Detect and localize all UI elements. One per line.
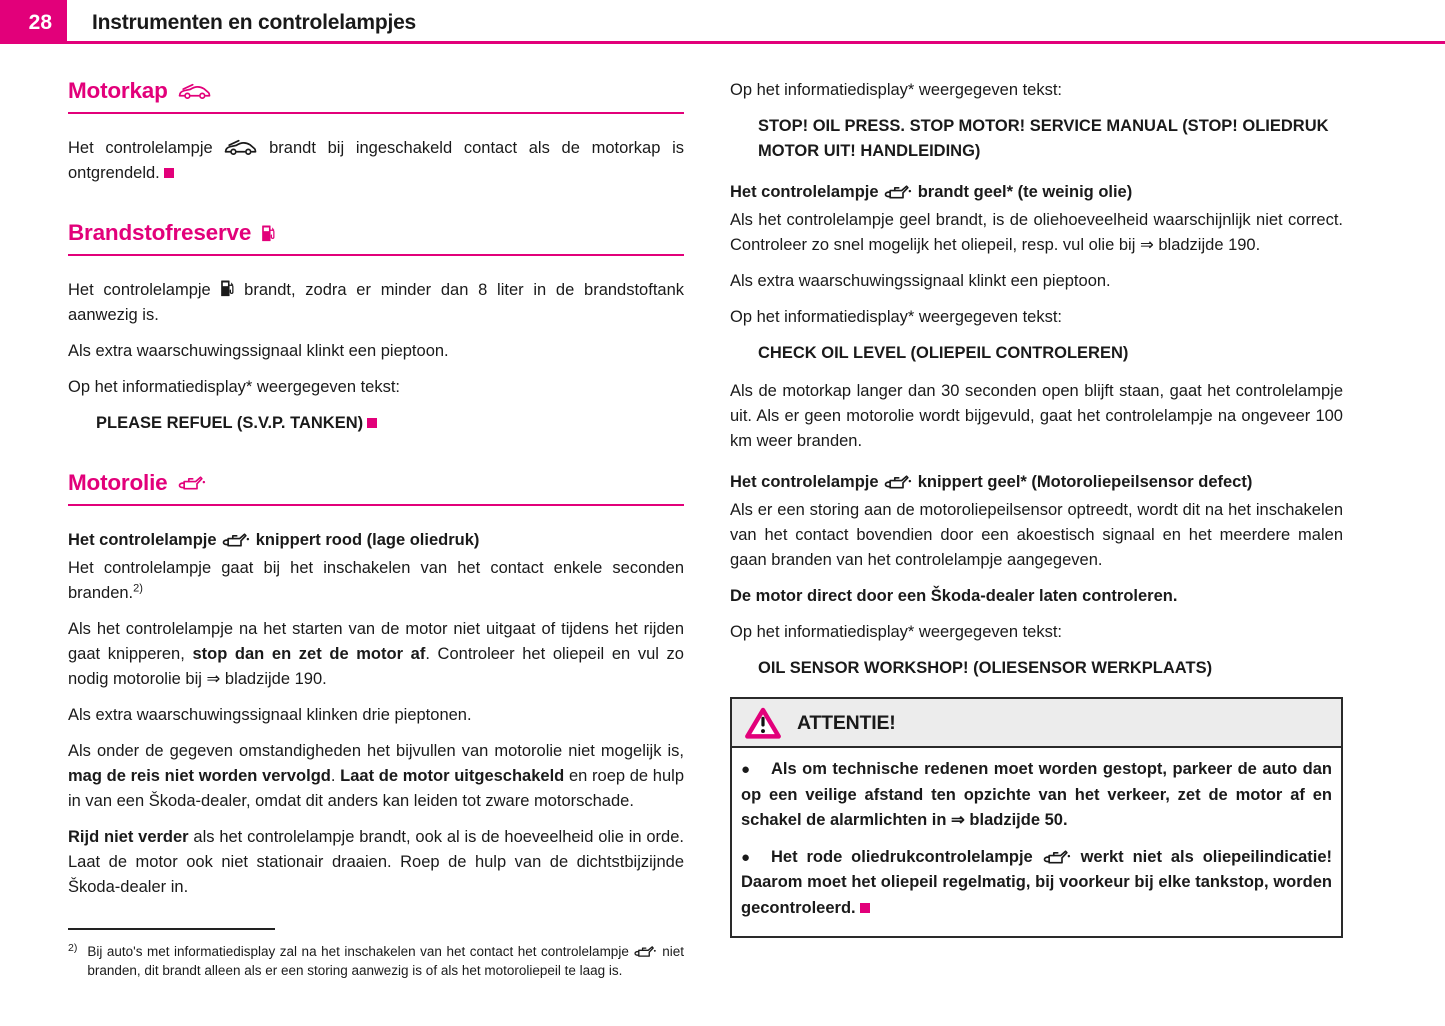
text-run: niet branden, dit brandt alleen als er een storing aanwezig is of als het motoroliepeil te laag is. [87,944,684,978]
text-run: Het controlelampje gaat bij het inschakelen van het contact enkele seconden branden. [68,559,684,602]
paragraph [730,269,1343,294]
oil-can-icon [883,474,913,490]
oil-can-icon [221,532,251,548]
text-run: brandt geel* (te weinig olie) [913,183,1133,201]
display-text [758,114,1343,164]
paragraph [730,620,1343,645]
text-run: Op het informatiedisplay* weergegeven tekst: [730,81,1063,99]
text-run: knippert geel* (Motoroliepeilsensor defect) [913,473,1253,491]
oil-can-icon [883,184,913,200]
text-run: Op het informatiedisplay* weergegeven tekst: [68,378,401,396]
text-run: Als het controlelampje na het starten van de motor niet uitgaat of tijdens het rijden gaat knipperen, [68,620,684,663]
sub-heading [730,180,1343,205]
right-column [730,78,1343,980]
header-rule [0,41,1445,44]
attention-bullet [741,757,1332,834]
left-column [68,78,684,980]
section-head [68,220,684,256]
section-end-marker [367,418,377,428]
text-run: Als onder de gegeven omstandigheden het bijvullen van motorolie niet mogelijk is, [68,742,684,760]
text-run: Rijd niet verder [68,828,189,846]
paragraph [730,78,1343,103]
section-end-marker [860,903,870,913]
text-run: STOP! OIL PRESS. STOP MOTOR! SERVICE MANUAL (STOP! OLIEDRUK MOTOR UIT! HANDLEIDING) [758,117,1329,160]
text-run: Als extra waarschuwingssignaal klinken drie pieptonen. [68,706,472,724]
text-run: Op het informatiedisplay* weergegeven tekst: [730,308,1063,326]
text-run: Als er een storing aan de motoroliepeilsensor optreedt, wordt dit na het inschakelen van het contact bovendien door een akoestisch signaal en het meerdere malen gaan branden van het controlelampje aangegeven. [730,501,1343,569]
text-run: Als het controlelampje geel brandt, is de oliehoeveelheid waarschijnlijk niet correct. Controleer zo snel mogelijk het oliepeil, resp. vul olie bij ⇒ bladzijde 190. [730,211,1343,254]
warning-triangle-icon [744,706,782,740]
paragraph [68,703,684,728]
text-run: Als extra waarschuwingssignaal klinkt een pieptoon. [730,272,1111,290]
footnote-reference: 2) [133,582,143,595]
text-run: Motorolie [68,470,168,495]
paragraph [68,617,684,692]
text-run: brandt, zodra er minder dan 8 liter in de brandstoftank aanwezig is. [68,281,684,324]
text-run: en roep de hulp in van een Škoda-dealer, omdat dit anders kan leiden tot zware motorschade. [68,767,685,810]
text-run: Het controlelampje [730,473,884,491]
attention-title: ATTENTIE! [797,711,896,734]
attention-box [730,697,1343,938]
attention-body [732,748,1341,936]
section-rule [68,254,684,256]
text-run: brandt bij ingeschakeld contact als de motorkap is ontgrendeld. [68,139,685,182]
oil-can-icon [1042,849,1072,865]
paragraph [68,825,684,900]
display-text [758,341,1343,366]
section-end-marker [164,168,174,178]
attention-header [732,699,1341,748]
paragraph [730,584,1343,609]
paragraph [68,739,684,814]
fuel-pump-icon [220,279,234,298]
paragraph [730,498,1343,573]
text-run: Bij auto's met informatiedisplay zal na het inschakelen van het contact het controlelampje [87,944,634,959]
footnote-number: 2) [68,942,78,954]
section-heading [68,470,684,496]
text-run: PLEASE REFUEL (S.V.P. TANKEN) [96,414,364,432]
page-number: 28 [0,0,67,41]
fuel-pump-icon [261,224,275,243]
section-head [68,78,684,114]
paragraph [68,556,684,606]
display-text [96,411,684,436]
sub-heading [730,470,1343,495]
car-hood-icon [178,83,211,100]
bullet-icon: ● [741,761,751,778]
car-hood-icon [224,139,257,156]
attention-bullet [741,845,1332,922]
text-run: Laat de motor uitgeschakeld [340,767,565,785]
text-run: CHECK OIL LEVEL (OLIEPEIL CONTROLEREN) [758,344,1129,362]
section-rule [68,112,684,114]
footnote-text [87,942,684,980]
text-run: Het controlelampje [68,531,222,549]
display-text [758,656,1343,681]
section-heading [68,220,684,246]
text-run: Motorkap [68,78,168,103]
paragraph [68,375,684,400]
section-head [68,470,684,506]
text-run: . Controleer het oliepeil en vul zo nodig motorolie bij ⇒ bladzijde 190. [68,645,684,688]
text-run: OIL SENSOR WORKSHOP! (OLIESENSOR WERKPLAATS) [758,659,1213,677]
paragraph [730,305,1343,330]
text-run: Op het informatiedisplay* weergegeven tekst: [730,623,1063,641]
text-run: Als de motorkap langer dan 30 seconden open blijft staan, gaat het controlelampje uit. Als er geen motorolie wordt bijgevuld, gaat het controlelampje na ongeveer 100 km weer branden. [730,382,1343,450]
text-run: Als extra waarschuwingssignaal klinkt een pieptoon. [68,342,449,360]
section-heading [68,78,684,104]
text-run: Brandstofreserve [68,220,252,245]
text-run: De motor direct door een Škoda-dealer laten controleren. [730,587,1178,605]
oil-can-icon [633,945,657,958]
text-run: knippert rood (lage oliedruk) [251,531,480,549]
content-columns [0,78,1445,980]
text-run: Het controlelampje [68,139,225,157]
paragraph [68,136,684,186]
text-run: werkt niet als oliepeilindicatie! Daarom moet het oliepeil regelmatig, bij voorkeur bij elke tankstop, worden gecontroleerd. [741,847,1332,917]
oil-can-icon [177,475,207,491]
paragraph [68,339,684,364]
text-run: Het rode oliedrukcontrolelampje [771,847,1042,866]
sub-heading [68,528,684,553]
footnote [68,942,684,980]
paragraph [730,379,1343,454]
paragraph [68,278,684,328]
text-run: Het controlelampje [730,183,884,201]
footnote-divider [68,928,275,930]
paragraph [730,208,1343,258]
section-rule [68,504,684,506]
text-run: . [330,767,341,785]
text-run: als het controlelampje brandt, ook al is de hoeveelheid olie in orde. Laat de motor ook niet stationair draaien. Roep de hulp van de dichtstbijzijnde Škoda-dealer in. [68,828,684,896]
text-run: Het controlelampje [68,281,221,299]
bullet-icon: ● [741,848,751,866]
text-run: stop dan en zet de motor af [192,645,426,663]
page-title: Instrumenten en controlelampjes [92,11,417,34]
page-header [0,0,1445,44]
text-run: mag de reis niet worden vervolgd [68,767,331,785]
text-run: Als om technische redenen moet worden gestopt, parkeer de auto dan op een veilige afstand ten opzichte van het verkeer, zet de motor af en schakel de alarmlichten in ⇒ bladzijde 50. [741,760,1332,829]
